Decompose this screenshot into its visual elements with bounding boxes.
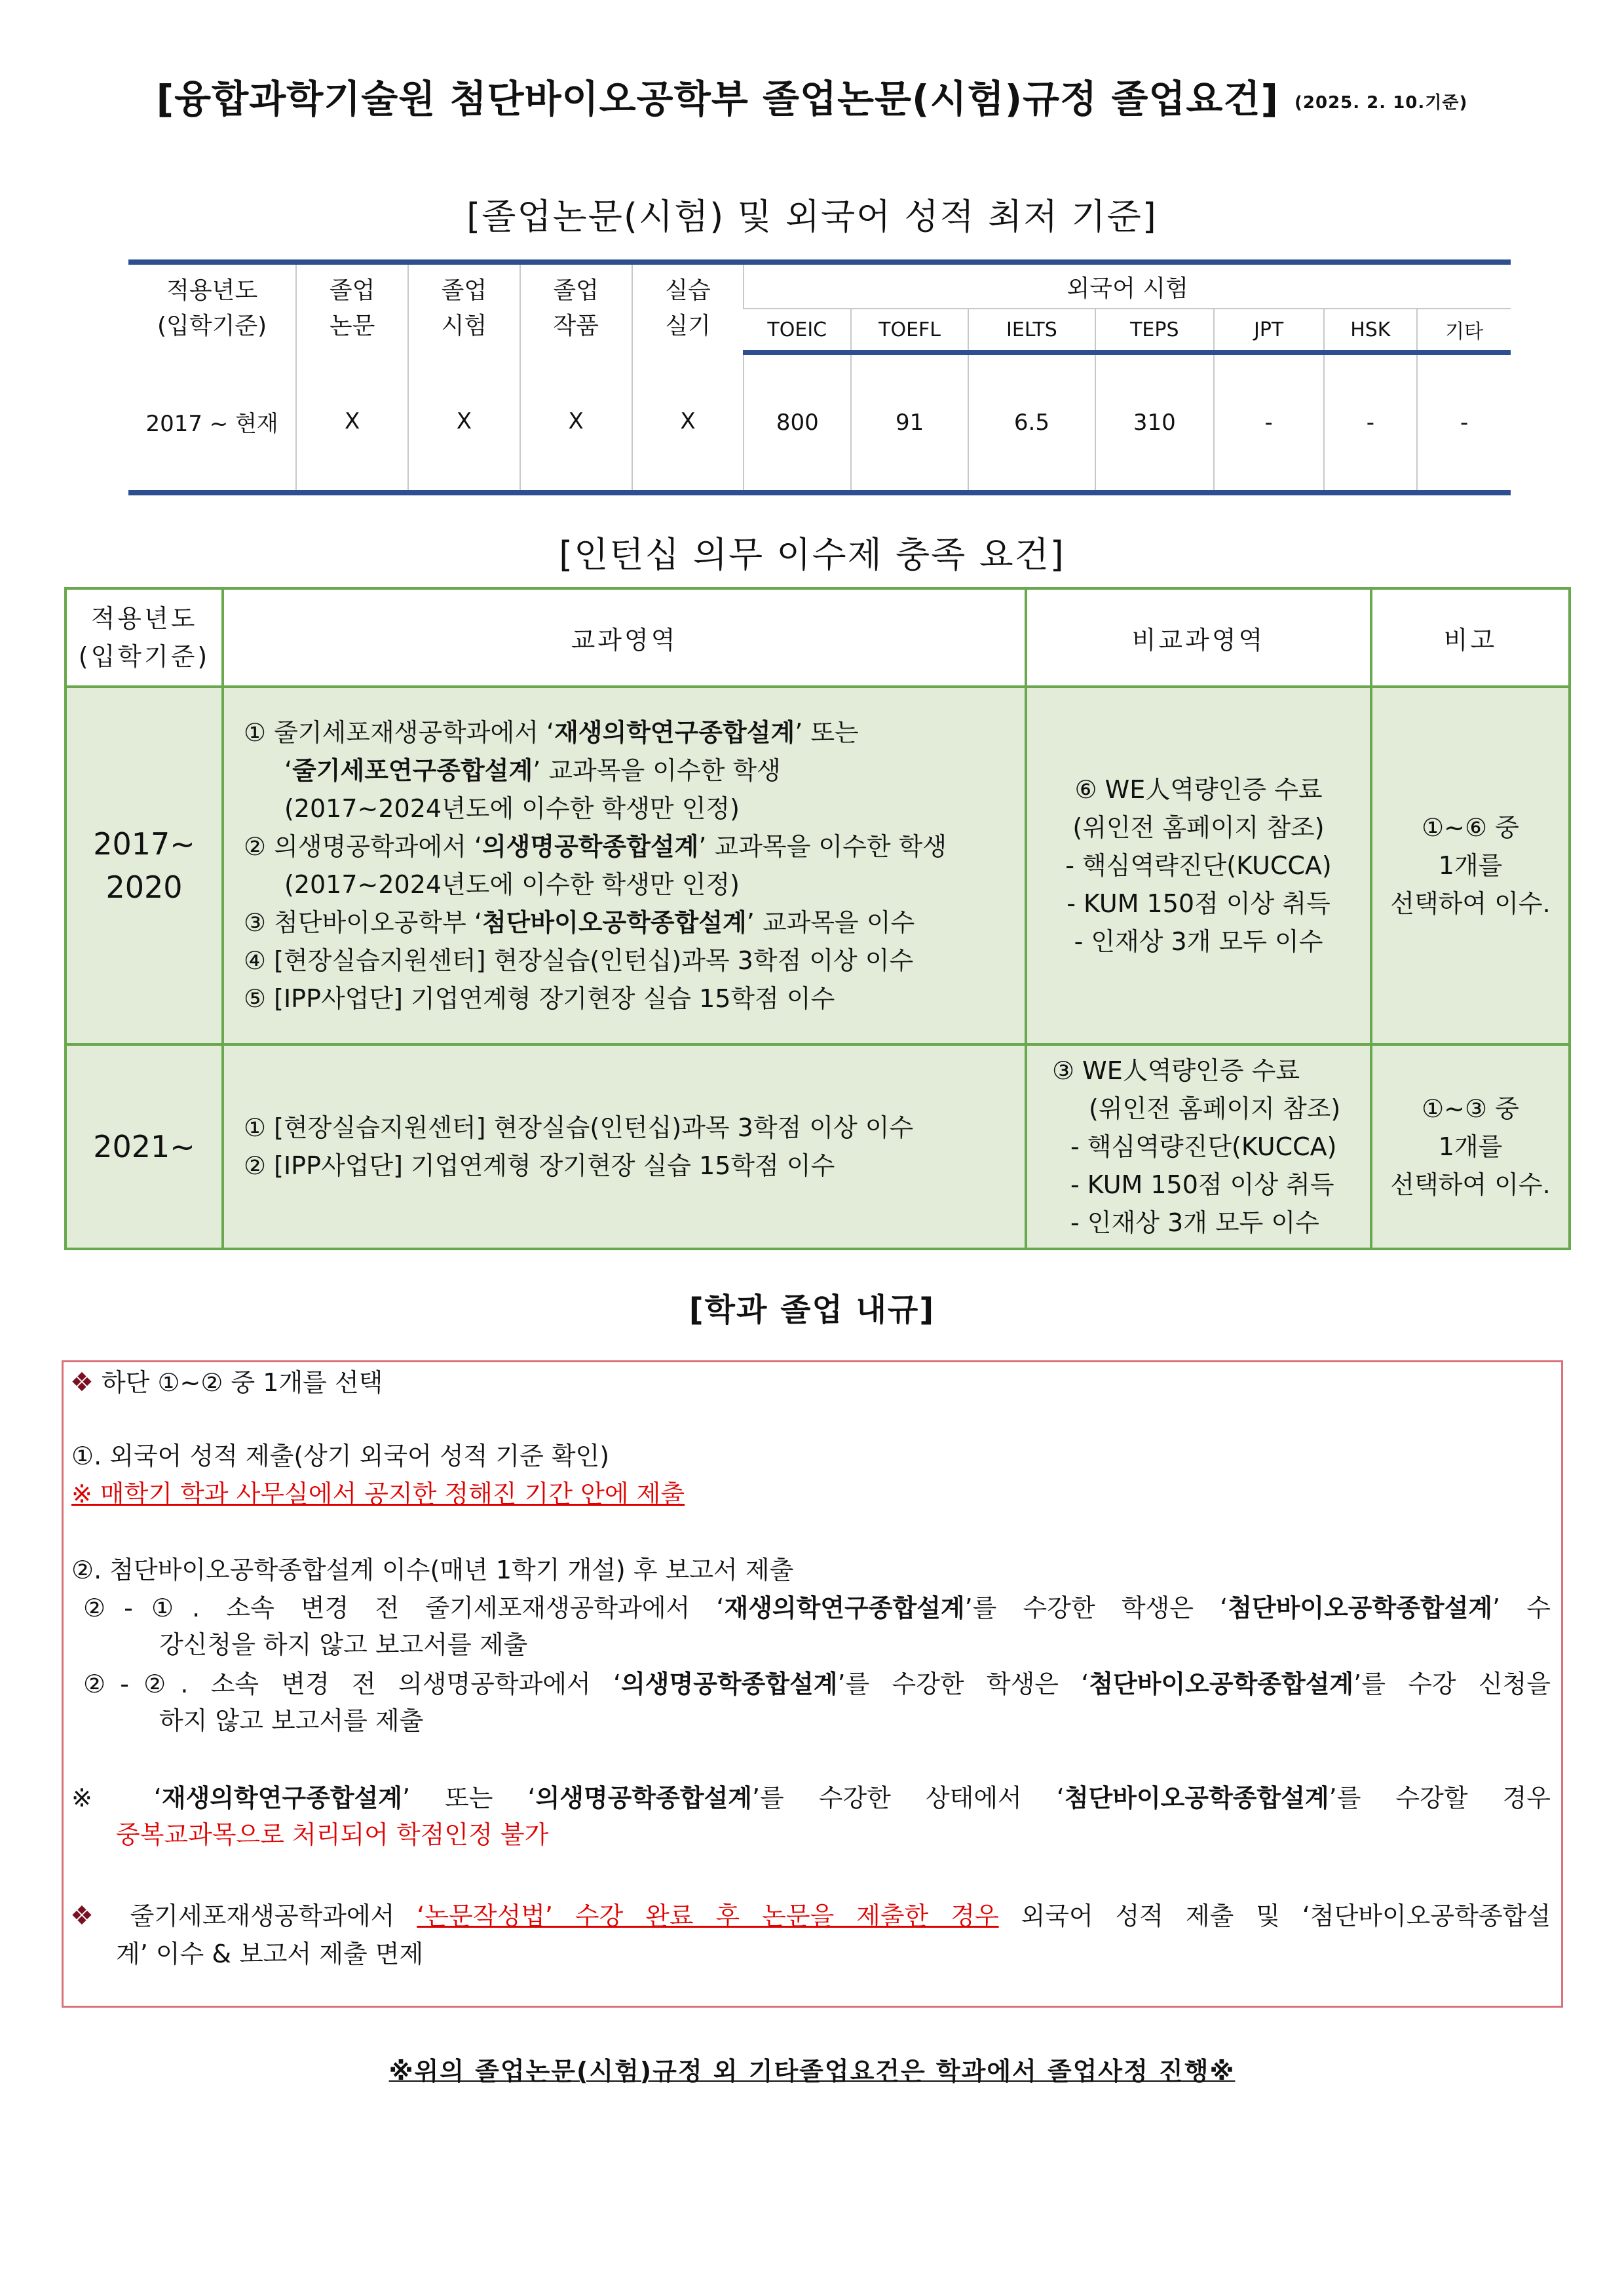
header-teps: TEPS: [1095, 309, 1214, 353]
cell-exam: X: [408, 353, 520, 493]
footer-note: [0, 2051, 1624, 2087]
list-item: - 인재상 3개 모두 이수: [1070, 1208, 1319, 1237]
list-item: ② 의생명공학과에서 ‘의생명공학종합설계’ 교과목을 이수한 학생: [244, 832, 947, 861]
cell-hsk: -: [1324, 353, 1418, 493]
table-row: [128, 353, 1511, 493]
exemption-condition: ‘논문작성법’ 수강 완료 후 논문을 제출한 경우: [417, 1902, 999, 1930]
cell-toefl: 91: [851, 353, 968, 493]
cell-curricular: [223, 1044, 1026, 1249]
cell-thesis: X: [296, 353, 408, 493]
diamond-bullet-icon: ❖: [70, 1368, 94, 1398]
header-remark: 비고: [1371, 588, 1570, 687]
cell-year: 2017 ~ 현재: [128, 353, 296, 493]
choose-text: 하단 ①~② 중 1개를 선택: [101, 1368, 383, 1397]
cell-year: [66, 687, 223, 1044]
header-practice-2: 실기: [665, 313, 711, 339]
section-title-internship: [인턴십 의무 이수제 충족 요건]: [559, 534, 1065, 575]
header-hsk: HSK: [1324, 309, 1418, 353]
header-work-1: 졸업: [553, 277, 599, 304]
list-item: (2017~2024년도에 이수한 학생만 인정): [284, 794, 740, 823]
title-date: (2025. 2. 10.기준): [1294, 93, 1468, 113]
header-work: [520, 262, 632, 353]
header-toefl: TOEFL: [851, 309, 968, 353]
cell-year: 2021~: [66, 1044, 223, 1249]
list-item: ⑤ [IPP사업단] 기업연계형 장기현장 실습 15학점 이수: [244, 984, 835, 1013]
regulation-box: [62, 1360, 1563, 2008]
list-item: ③ 첨단바이오공학부 ‘첨단바이오공학종합설계’ 교과목을 이수: [244, 908, 915, 937]
option-2-1: ②-①. 소속 변경 전 줄기세포재생공학과에서 ‘재생의학연구종합설계’를 수강한 학생은 ‘첨단바이오공학종합설계’ 수: [83, 1594, 1551, 1622]
choose-line: [70, 1366, 383, 1399]
warning-red: 중복교과목으로 처리되어 학점인정 불가: [116, 1820, 549, 1849]
header-exam-2: 시험: [441, 313, 487, 339]
list-item: - KUM 150점 이상 취득: [1070, 1170, 1334, 1199]
header-year: [128, 262, 296, 353]
header-year-line1: 적용년도: [166, 277, 258, 304]
section-title-thesis-language: [졸업논문(시험) 및 외국어 성적 최저 기준]: [466, 196, 1158, 237]
header-noncurricular: 비교과영역: [1026, 588, 1371, 687]
cell-teps: 310: [1095, 353, 1214, 493]
cell-remark: [1371, 1044, 1570, 1249]
list-item: ① 줄기세포재생공학과에서 ‘재생의학연구종합설계’ 또는: [244, 718, 859, 747]
header-practice: [632, 262, 744, 353]
list-item: ‘줄기세포연구종합설계’ 교과목을 이수한 학생: [284, 756, 781, 785]
cell-practice: X: [632, 353, 744, 493]
header-thesis-1: 졸업: [329, 277, 375, 304]
warning-line: ※ ‘재생의학연구종합설계’ 또는 ‘의생명공학종합설계’를 수강한 상태에서 ‘첨단바이오공학종합설계’를 수강할 경우: [71, 1784, 1551, 1812]
section-title-regulation: [학과 졸업 내규]: [689, 1292, 935, 1328]
header-year-line1: 적용년도: [90, 604, 198, 633]
list-item: - 인재상 3개 모두 이수: [1074, 927, 1323, 956]
list-item: ⑥ WE人역량인증 수료: [1074, 775, 1323, 804]
remark-line: ①~⑥ 중: [1422, 813, 1519, 842]
option-1-note: ※ 매학기 학과 사무실에서 공지한 정해진 기간 안에 제출: [71, 1480, 685, 1508]
header-ielts: IELTS: [968, 309, 1095, 353]
cell-jpt: -: [1214, 353, 1324, 493]
list-item: (위인전 홈페이지 참조): [1089, 1094, 1341, 1123]
option-1: ①. 외국어 성적 제출(상기 외국어 성적 기준 확인): [71, 1442, 610, 1470]
remark-line: 선택하여 이수.: [1390, 1170, 1551, 1199]
option-2-1-cont: 강신청을 하지 않고 보고서를 제출: [159, 1630, 528, 1659]
cell-toeic: 800: [744, 353, 851, 493]
list-item: ④ [현장실습지원센터] 현장실습(인턴십)과목 3학점 이상 이수: [244, 946, 914, 975]
cell-ielts: 6.5: [968, 353, 1095, 493]
header-thesis-2: 논문: [329, 313, 375, 339]
header-toeic: TOEIC: [744, 309, 851, 353]
cell-curricular: [223, 687, 1026, 1044]
footer-text: ※위의 졸업논문(시험)규정 외 기타졸업요건은 학과에서 졸업사정 진행※: [388, 2057, 1236, 2086]
header-foreign-test: 외국어 시험: [744, 262, 1511, 309]
header-other: 기타: [1417, 309, 1511, 353]
option-2-2-cont: 하지 않고 보고서를 제출: [159, 1706, 424, 1735]
header-work-2: 작품: [553, 313, 599, 339]
exemption-line: ❖ 줄기세포재생공학과에서 ‘논문작성법’ 수강 완료 후 논문을 제출한 경우 외국어 성적 제출 및 ‘첨단바이오공학종합설: [70, 1901, 1551, 1931]
year-line1: 2017~: [93, 826, 195, 862]
header-exam: [408, 262, 520, 353]
cell-other: -: [1417, 353, 1511, 493]
remark-line: ①~③ 중: [1422, 1094, 1519, 1123]
internship-table: [64, 587, 1571, 1250]
diamond-bullet-icon: ❖: [70, 1901, 108, 1931]
list-item: - KUM 150점 이상 취득: [1067, 889, 1331, 918]
remark-line: 선택하여 이수.: [1390, 889, 1551, 918]
list-item: - 핵심역량진단(KUCCA): [1070, 1132, 1337, 1161]
list-item: ③ WE人역량인증 수료: [1052, 1056, 1300, 1085]
thesis-language-table: [128, 259, 1511, 495]
list-item: (위인전 홈페이지 참조): [1072, 813, 1325, 842]
title-text: [융합과학기술원 첨단바이오공학부 졸업논문(시험)규정 졸업요건]: [156, 77, 1279, 121]
header-thesis: [296, 262, 408, 353]
cell-noncurricular: [1026, 1044, 1371, 1249]
table-row: [66, 1044, 1570, 1249]
list-item: ② [IPP사업단] 기업연계형 장기현장 실습 15학점 이수: [244, 1151, 835, 1180]
cell-noncurricular: [1026, 687, 1371, 1044]
cell-remark: [1371, 687, 1570, 1044]
option-2: ②. 첨단바이오공학종합설계 이수(매년 1학기 개설) 후 보고서 제출: [71, 1556, 794, 1584]
header-jpt: JPT: [1214, 309, 1324, 353]
header-curricular: 교과영역: [223, 588, 1026, 687]
exemption-cont: 계’ 이수 & 보고서 제출 면제: [116, 1940, 424, 1968]
list-item: - 핵심역략진단(KUCCA): [1065, 851, 1332, 880]
document-title: [0, 68, 1624, 123]
table-row: [66, 687, 1570, 1044]
header-year: [66, 588, 223, 687]
remark-line: 1개를: [1438, 851, 1503, 880]
header-practice-1: 실습: [665, 277, 711, 304]
header-exam-1: 졸업: [441, 277, 487, 304]
header-year-line2: (입학기준): [78, 642, 210, 671]
header-year-line2: (입학기준): [157, 313, 267, 339]
remark-line: 1개를: [1438, 1132, 1503, 1161]
year-line2: 2020: [105, 870, 183, 905]
option-2-2: ②-②. 소속 변경 전 의생명공학과에서 ‘의생명공학종합설계’를 수강한 학생은 ‘첨단바이오공학종합설계’를 수강 신청을: [83, 1670, 1551, 1698]
list-item: ① [현장실습지원센터] 현장실습(인턴십)과목 3학점 이상 이수: [244, 1113, 914, 1142]
cell-work: X: [520, 353, 632, 493]
list-item: (2017~2024년도에 이수한 학생만 인정): [284, 870, 740, 899]
